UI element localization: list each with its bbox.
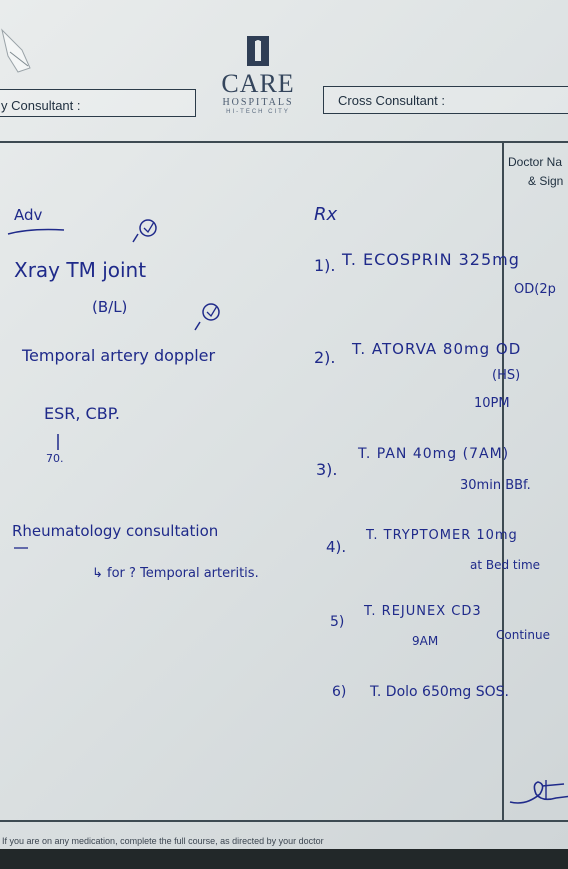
rx-item-5-note: 9AM xyxy=(412,634,439,648)
rx-symbol: Rx xyxy=(314,204,338,225)
footer-divider xyxy=(0,820,568,822)
advice-line-doppler: Temporal artery doppler xyxy=(22,346,216,365)
rx-item-2-note-time: 10PM xyxy=(474,396,510,411)
hospital-logo-icon xyxy=(246,35,270,67)
cross-consultant-label: Cross Consultant : xyxy=(338,93,445,108)
rx-item-4-drug: T. TRYPTOMER 10mg xyxy=(366,528,518,543)
advice-heading: Adv xyxy=(14,206,43,224)
rheumatology-underline xyxy=(12,544,32,554)
rx-item-5-note-continue: Continue xyxy=(496,628,550,642)
arrow-down-icon xyxy=(52,432,66,452)
header-divider xyxy=(0,141,568,143)
rx-item-5-number: 5) xyxy=(330,614,345,630)
rx-item-2-number: 2). xyxy=(314,348,336,367)
rx-item-2-drug: T. ATORVA 80mg OD xyxy=(352,340,522,358)
cross-consultant-box xyxy=(323,86,568,114)
check-mark-icon-2 xyxy=(192,298,226,332)
advice-line-rheumatology: Rheumatology consultation xyxy=(12,522,219,540)
rx-item-3-number: 3). xyxy=(316,460,338,479)
rx-item-3-drug: T. PAN 40mg (7AM) xyxy=(358,446,510,462)
advice-line-blood-tests: ESR, CBP. xyxy=(44,404,120,423)
footer-note: If you are on any medication, complete the full course, as directed by your doctor xyxy=(2,836,324,846)
advice-line-temporal-arteritis: ↳ for ? Temporal arteritis. xyxy=(92,566,259,581)
advice-line-xray-bilateral: (B/L) xyxy=(92,298,128,316)
hospital-logo xyxy=(210,35,306,116)
advice-line-xray: Xray TM joint xyxy=(14,258,147,282)
rx-item-3-note: 30min BBf. xyxy=(460,478,531,493)
advice-underline xyxy=(6,226,66,238)
logo-name: CARE xyxy=(221,69,295,98)
logo-subtitle: HOSPITALS xyxy=(222,97,294,108)
rx-item-1-drug: T. ECOSPRIN 325mg xyxy=(342,250,520,269)
rx-item-6-number: 6) xyxy=(332,684,347,700)
consultant-label: y Consultant : xyxy=(1,98,81,113)
rx-item-4-number: 4). xyxy=(326,538,347,556)
check-mark-icon xyxy=(130,214,164,244)
doctor-signature xyxy=(506,772,568,812)
paper-clip-mark xyxy=(0,20,40,80)
rx-item-4-note: at Bed time xyxy=(470,558,541,572)
doctor-sign-label: & Sign xyxy=(528,174,564,188)
rx-item-1-note: OD(2p xyxy=(514,282,556,297)
rx-item-2-note: (HS) xyxy=(492,368,521,383)
background-surface xyxy=(0,849,568,869)
consultant-box xyxy=(0,89,196,117)
rx-item-1-number: 1). xyxy=(314,256,336,275)
doctor-name-label: Doctor Na xyxy=(508,155,563,169)
advice-line-esr-value: 70. xyxy=(46,452,64,465)
rx-item-6-drug: T. Dolo 650mg SOS. xyxy=(370,684,509,700)
logo-location: HI-TECH CITY xyxy=(226,109,290,115)
rx-item-5-drug: T. REJUNEX CD3 xyxy=(364,604,482,619)
